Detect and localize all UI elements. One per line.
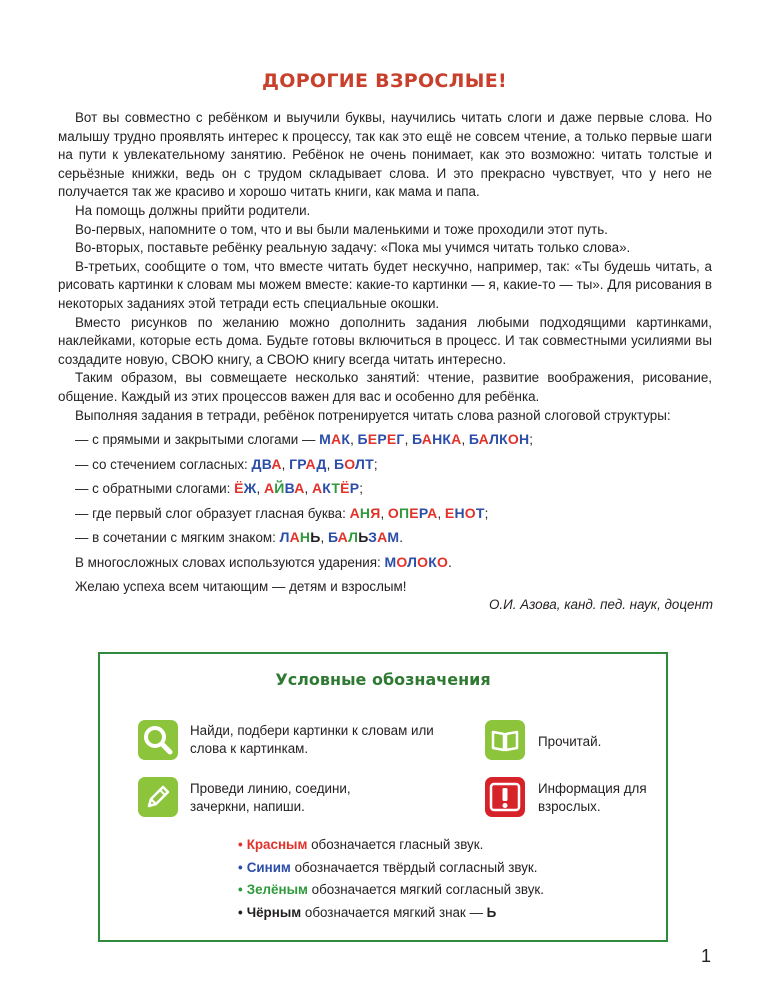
paragraph: Выполняя задания в тетради, ребёнок потренируется читать слова разной слоговой структуры:: [75, 407, 671, 423]
color-legend-item: • Синим обозначается твёрдый согласный звук.: [238, 859, 538, 875]
example-word: ЕНОТ: [444, 504, 485, 521]
example-line: В многосложных словах используются ударения: МОЛОКО.: [75, 554, 452, 571]
example-word: ДВА: [251, 455, 282, 472]
legend-box: [98, 652, 668, 942]
example-line: — с прямыми и закрытыми слогами — МАК, БЕРЕГ, БАНКА, БАЛКОН;: [75, 431, 534, 448]
example-word: ОПЕРА: [387, 504, 438, 521]
example-word: БАЛКОН: [468, 431, 530, 448]
example-word: АНЯ: [349, 504, 381, 521]
paragraph: Вместо рисунков по желанию можно дополнить задания любыми подходящими картинками, наклейками, которые есть дома. Будьте готовы включиться в процесс. И так совместными усилиями вы создадите новую, СВОЮ книгу, а СВОЮ книгу всегда читать интересно.: [58, 314, 712, 367]
legend-read-text: Прочитай.: [538, 734, 602, 749]
page-title: ДОРОГИЕ ВЗРОСЛЫЕ!: [262, 70, 507, 92]
closing-text: Желаю успеха всем читающим — детям и взрослым!: [75, 578, 407, 594]
paragraph: Вот вы совместно с ребёнком и выучили буквы, научились читать слоги и даже первые слова. Но малышу трудно проявлять интерес к процессу, так как это ещё не совсем чтение, а только первые шаги на пути к увлекательному занятию. Ребёнок не очень понимает, как это возможно: читать толстые и серьёзные книжки, ведь он с трудом складывает слова. И это прекрасно чувствует, что у него не получается так же красиво и хорошо читать книги, как мама и папа.: [58, 110, 712, 200]
example-word: БОЛТ: [334, 455, 374, 472]
paragraph: Во-вторых, поставьте ребёнку реальную задачу: «Пока мы учимся читать только слова».: [75, 240, 631, 256]
paragraph: Таким образом, вы совмещаете несколько занятий: чтение, развитие воображения, рисование, общение. Каждый из этих процессов важен для вас и особенно для ребёнка.: [58, 370, 712, 404]
example-word: МАК: [319, 431, 351, 448]
legend-draw-text: Проведи линию, соедини, зачеркни, напиши.: [190, 781, 351, 814]
example-word: БЕРЕГ: [357, 431, 405, 448]
color-legend-item: • Зелёным обозначается мягкий согласный звук.: [238, 882, 545, 897]
paragraph: В-третьих, сообщите о том, что вместе читать будет нескучно, например, так: «Ты будешь читать, а рисовать картинки к словам мы можем вместе: какие-то картинки — я, какие-то — ты». Для рисования в некоторых заданиях этой тетради есть специальные окошки.: [58, 258, 712, 311]
exclamation-icon: [485, 777, 525, 817]
color-legend-item: • Чёрным обозначается мягкий знак — Ь: [238, 904, 497, 920]
example-word: ЛАНЬ: [279, 529, 321, 546]
page-number: 1: [700, 946, 711, 966]
example-line: — где первый слог образует гласная буква: АНЯ, ОПЕРА, ЕНОТ;: [75, 504, 489, 521]
example-word: ГРАД: [289, 455, 327, 472]
color-legend-item: • Красным обозначается гласный звук.: [238, 837, 484, 852]
example-word: БАЛЬЗАМ: [327, 529, 400, 546]
legend-search-text: Найди, подбери картинки к словам или слова к картинкам.: [190, 723, 434, 756]
magnifier-icon: [138, 720, 178, 760]
signature: О.И. Азова, канд. пед. наук, доцент: [489, 597, 713, 612]
example-word: БАНКА: [412, 431, 462, 448]
legend-title: Условные обозначения: [275, 670, 491, 689]
intro-text: [58, 109, 712, 596]
example-word: МОЛОКО: [384, 554, 449, 571]
example-line: — в сочетании с мягким знаком: ЛАНЬ, БАЛЬЗАМ.: [75, 529, 404, 546]
example-line: — с обратными слогами: ЁЖ, АЙВА, АКТЁР;: [75, 480, 363, 497]
paragraph: Во-первых, напомните о том, что и вы были маленькими и тоже проходили этот путь.: [75, 221, 608, 237]
example-word: АКТЁР: [311, 480, 360, 497]
example-word: ЁЖ: [234, 480, 257, 497]
color-legend-list: [238, 834, 544, 924]
example-line: — со стечением согласных: ДВА, ГРАД, БОЛТ;: [75, 455, 378, 472]
paragraph: На помощь должны прийти родители.: [75, 202, 311, 218]
legend-info-text: Информация для взрослых.: [538, 781, 647, 814]
pencil-icon: [138, 777, 178, 817]
book-icon: [485, 720, 525, 760]
example-word: АЙВА: [263, 480, 305, 497]
